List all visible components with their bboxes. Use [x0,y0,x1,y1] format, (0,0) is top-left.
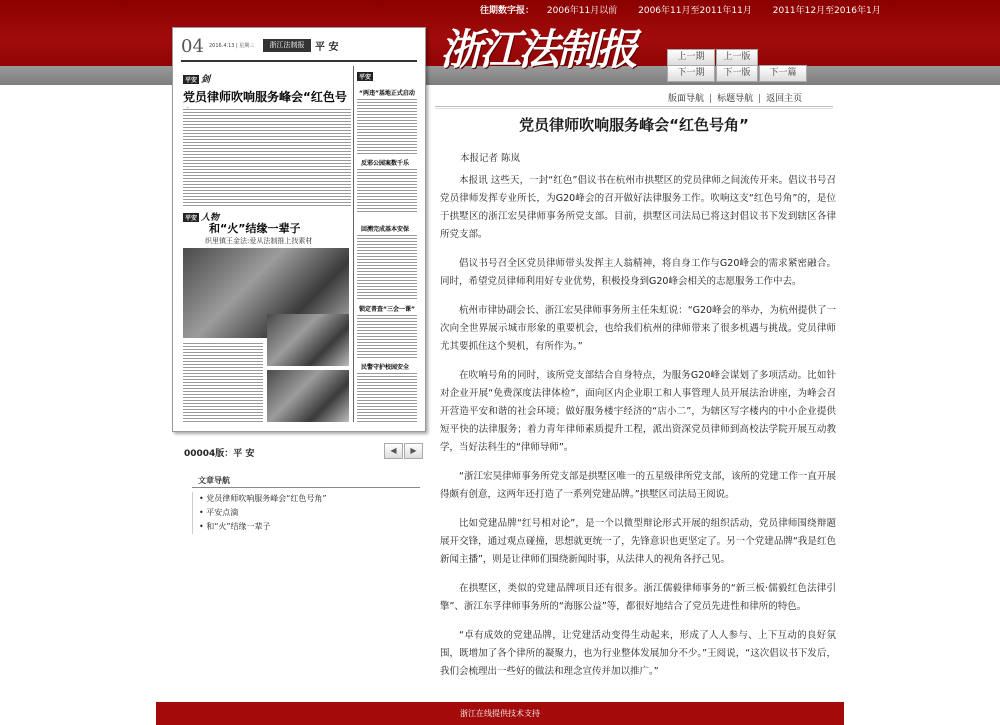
content-top-nav: 版面导航 | 标题导航 | 返回主页 [668,91,802,104]
footer: 浙江在线提供技术支持 [156,702,844,725]
thumb-side-text-1 [357,98,417,154]
layout-nav-link[interactable]: 版面导航 [668,94,705,104]
thumb-side-title-1[interactable]: “两违”基地正式启动 [359,90,415,97]
article-nav [192,474,420,536]
article-nav-item[interactable]: • 党员律师吹响服务峰会“红色号角” [199,494,327,503]
article-paragraph: 比如党建品牌“红号相对论”，是一个以微型辩论形式开展的组织活动，党员律师围绕辩题展开交锋，通过观点碰撞，思想就更统一了，先锋意识也更坚定了。另一个党建品牌“我是红色新闻主播”，则是让律师们围绕新闻时事，从法律人的视角各抒己见。 [440,518,836,565]
prev-page-arrow-icon[interactable]: ◀ [384,443,403,459]
next-page-button[interactable]: 下一版 [716,65,758,82]
thumb-section: 平 安 [315,42,339,53]
prev-issue-button[interactable]: 上一期 [667,49,715,66]
thumb-masthead: 浙江法制报 [263,39,311,52]
thumb-headline-1[interactable]: 党员律师吹响服务峰会“红色号 [183,90,347,104]
thumb-side-title-3[interactable]: 回溯完成基本安保 [361,226,410,233]
thumb-column-divider [353,66,354,422]
thumb-side-text-2 [357,168,417,212]
current-page-label: 00004版：平 安 [184,449,255,459]
thumb-page-number: 04 [181,36,204,57]
thumb-tag-right: 平安 [359,74,372,81]
article-body [440,172,836,692]
next-page-arrow-icon[interactable]: ▶ [404,443,423,459]
article-paragraph: “卓有成效的党建品牌，让党建活动变得生动起来，形成了人人参与、上下互动的良好氛围，既增加了各个律所的凝聚力，也为行业整体发展加分不少。”王阅说，“这次倡议书下发后，我们会梳理出一些好的做法和理念宣传并加以推广。” [440,630,836,677]
title-nav-link[interactable]: 标题导航 [717,94,754,104]
thumb-subhead-2: 织里镇王金法:爱从法制推上找素材 [205,237,313,245]
newspaper-page-thumbnail[interactable] [172,27,426,432]
thumb-side-title-2[interactable]: 反邪公园案数千乐 [361,160,410,167]
content-divider-light [435,108,833,109]
article-title: 党员律师吹响服务峰会“红色号角” [519,116,749,134]
thumb-photo-2 [267,314,349,366]
prev-page-button[interactable]: 上一版 [716,49,758,66]
article-byline: 本报记者 陈岚 [460,153,521,164]
thumb-tag-renwu: 平安 人物 [185,213,220,223]
thumb-photo-3 [267,370,349,422]
next-article-button[interactable]: 下一篇 [759,65,807,82]
article-nav-item[interactable]: • 平安点滴 [199,508,239,517]
thumb-side-text-5 [357,372,417,422]
article-paragraph: 在拱墅区，类似的党建品牌项目还有很多。浙江儒毅律师事务的“新三板·儒毅红色法律引擎”、浙江东孚律师事务所的“海豚公益”等，都很好地结合了党员先进性和律所的特色。 [440,583,836,612]
site-logo: 浙江法制报 [440,25,636,74]
thumb-date: 2016.4.13 | 星期三 [209,43,255,49]
thumb-text-block-2 [183,342,263,422]
article-paragraph: 倡议书号召全区党员律师带头发挥主人翁精神，将自身工作与G20峰会的需求紧密融合。同时，希望党员律师利用好专业优势，积极投身到G20峰会相关的志愿服务工作中去。 [440,258,836,287]
article-nav-title: 文章导航 [192,474,420,488]
archive-link-1[interactable]: 2006年11月以前 [546,6,618,16]
thumb-side-text-4 [357,314,417,358]
content-divider [435,106,833,107]
article-paragraph: 在吹响号角的同时，该所党支部结合自身特点，为服务G20峰会谋划了多项活动。比如针对企业开展“免费深度法律体检”，面向区内企业职工和人事管理人员开展法治讲座，为峰会召开营造平安和谐的社会环境；做好服务楼宇经济的“店小二”，为辖区写字楼内的中小企业提供短平快的法律服务；着力青年律师素质提升工程，派出资深党员律师到高校法学院开展互动教学，当好法科生的“律师导师”。 [440,370,836,453]
article-paragraph: 杭州市律协副会长、浙江宏昊律师事务所主任朱虹说：“G20峰会的举办，为杭州提供了一次向全世界展示城市形象的重要机会，也给我们杭州的律师带来了很多机遇与挑战。党员律师尤其要抓住这个契机，有所作为。” [440,305,836,352]
thumb-tag-jian: 平安 剑 [185,75,211,85]
archive-links [480,3,881,17]
article-paragraph: 本报讯 这些天，一封“红色”倡议书在杭州市拱墅区的党员律师之间流传开来。倡议书号召党员律师发挥专业所长，为G20峰会的召开做好法律服务工作。吹响这支“红色号角”的，是位于拱墅区的浙江宏昊律师事务所党支部。目前，拱墅区司法局已将这封倡议书下发到辖区各律所党支部。 [440,175,836,240]
article-nav-item[interactable]: • 和“火”结缘一辈子 [199,522,271,531]
home-link[interactable]: 返回主页 [766,94,803,104]
article-paragraph: “浙江宏昊律师事务所党支部是拱墅区唯一的五星级律所党支部，该所的党建工作一直开展得颇有创意，这两年还打造了一系列党建品牌。”拱墅区司法局王阅说。 [440,471,836,500]
thumb-page-header [181,34,417,62]
thumb-side-title-5[interactable]: 民警守护校园安全 [361,364,410,371]
thumb-tag-badge: 平安 [185,77,198,84]
archive-label: 往期数字报： [480,6,535,16]
thumb-headline-2[interactable]: 和“火”结缘一辈子 [209,222,301,235]
archive-link-2[interactable]: 2006年11月至2011年11月 [638,6,752,16]
next-issue-button[interactable]: 下一期 [667,65,715,82]
thumb-side-text-3 [357,234,417,300]
article-nav-list [192,492,421,534]
thumb-text-block-1 [183,108,351,206]
thumb-side-title-4[interactable]: 锁定普查“三会一课” [359,306,415,313]
archive-link-3[interactable]: 2011年12月至2016年1月 [772,6,881,16]
